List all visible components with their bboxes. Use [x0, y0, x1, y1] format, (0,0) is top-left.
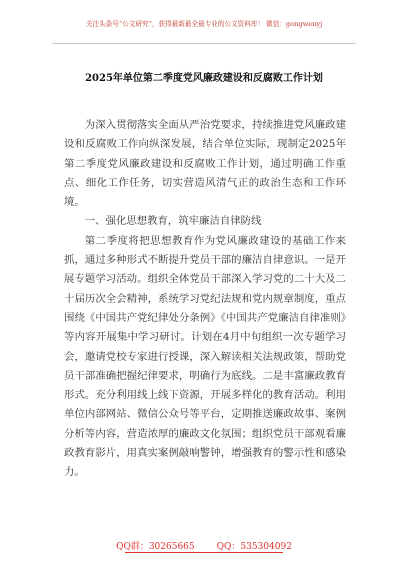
footer-qq: QQ：535304092: [216, 542, 292, 552]
document-body: [64, 116, 346, 483]
section-heading: 一、强化思想教育，筑牢廉洁自律防线: [84, 215, 262, 228]
body-paragraph: 第二季度将把思想教育作为党风廉政建设的基础工作来抓，通过多种形式不断提升党员干部的廉洁自律意识。一是开展专题学习活动。组织全体党员干部深入学习党的二十大及二十届历次全会精神，系统学习党纪法规和党内规章制度，重点围绕《中国共产党纪律处分条例》《中国共产党廉洁自律准则》等内容开展集中学习研讨。计划在4月中旬组织一次专题学习会，邀请党校专家进行授课，深入解读相关法规政策，帮助党员干部准确把握纪律要求，明确行为底线。二是丰富廉政教育形式。充分利用线上线下资源，开展多样化的教育活动。利用单位内部网站、微信公众号等平台，定期推送廉政故事、案例分析等内容，营造浓厚的廉政文化氛围；组织党员干部观看廉政教育影片，用真实案例敲响警钟，增强教育的警示性和感染力。: [64, 234, 346, 479]
footer-qq-group: QQ群：30265665: [116, 542, 195, 552]
header-banner: 关注头条号“公文研究”，获得最新最全最专业的公文资料库！ 微信：gongwenyj: [85, 20, 323, 28]
footer-contact: [0, 539, 408, 552]
footer-underline: [125, 552, 283, 553]
document-title: 2025年单位第二季度党风廉政建设和反腐败工作计划: [85, 73, 323, 84]
header-divider: [52, 43, 356, 44]
intro-paragraph: 为深入贯彻落实全面从严治党要求，持续推进党风廉政建设和反腐败工作向纵深发展，结合单位实际，现制定2025年第二季度党风廉政建设和反腐败工作计划，通过明确工作重点、细化工作任务，切实营造风清气正的政治生态和工作环境。: [64, 119, 346, 209]
